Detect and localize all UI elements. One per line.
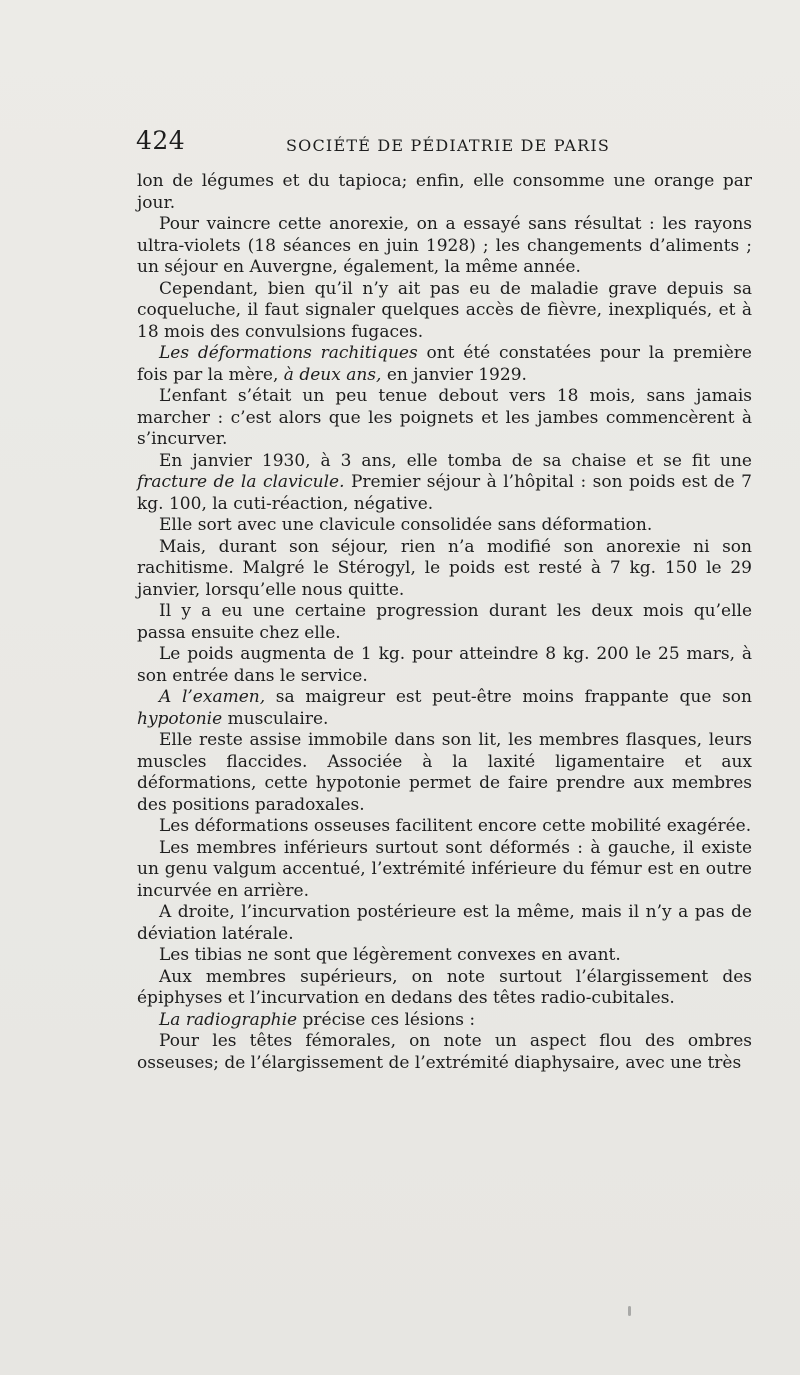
paragraph-text: A droite, l’incurvation postérieure est la même, mais il n’y a pas de déviation latérale. bbox=[137, 902, 752, 944]
paragraph-text: Les déformations osseuses facilitent encore cette mobilité exagérée. bbox=[159, 816, 752, 836]
paragraph bbox=[137, 601, 752, 644]
paragraph bbox=[137, 644, 752, 687]
paragraph-text: Elle sort avec une clavicule consolidée sans déformation. bbox=[159, 515, 653, 535]
italic-text: La radiographie bbox=[159, 1009, 298, 1030]
paragraph bbox=[137, 1031, 752, 1074]
paragraph bbox=[137, 515, 752, 537]
paragraph bbox=[137, 967, 752, 1010]
paragraph-text: En janvier 1930, à 3 ans, elle tomba de sa chaise et se fit une bbox=[159, 450, 752, 471]
page-number: 424 bbox=[136, 126, 186, 155]
paragraph bbox=[137, 816, 752, 838]
paragraph-text: Pour vaincre cette anorexie, on a essayé sans résultat : les rayons ultra-violets (18 séances en juin 1928) ; les changements d’aliments ; un séjour en Auvergne, également, la même année. bbox=[137, 214, 752, 277]
paragraph bbox=[137, 537, 752, 602]
paragraph-text: Pour les têtes fémorales, on note un aspect flou des ombres osseuses; de l’élargissement de l’extrémité diaphysaire, avec une très bbox=[137, 1031, 752, 1073]
paragraph-text: Aux membres supérieurs, on note surtout l’élargissement des épiphyses et l’incurvation en dedans des têtes radio-cubitales. bbox=[137, 966, 752, 1008]
paragraph bbox=[137, 279, 752, 344]
paragraph-text: Le poids augmenta de 1 kg. pour atteindre 8 kg. 200 le 25 mars, à son entrée dans le service. bbox=[137, 644, 752, 686]
paragraph-text: Les membres inférieurs surtout sont déformés : à gauche, il existe un genu valgum accentué, l’extrémité inférieure du fémur est en outre incurvée en arrière. bbox=[137, 837, 752, 901]
paragraph bbox=[137, 687, 752, 730]
paragraph bbox=[137, 343, 752, 386]
paragraph-text: lon de légumes et du tapioca; enfin, elle consomme une orange par jour. bbox=[137, 171, 752, 213]
paragraph-text: Premier séjour à l’hôpital : son poids est de 7 kg. 100, la cuti-réaction, négative. bbox=[137, 472, 752, 514]
paragraph-text: Les tibias ne sont que légèrement convexes en avant. bbox=[159, 945, 621, 965]
paragraph-text: Il y a eu une certaine progression durant les deux mois qu’elle passa ensuite chez elle. bbox=[137, 601, 752, 643]
page-header bbox=[136, 126, 756, 156]
italic-text: A l’examen, bbox=[159, 687, 266, 707]
paragraph bbox=[137, 838, 752, 903]
paragraph-text: en janvier 1929. bbox=[381, 364, 527, 385]
paragraph-text: sa maigreur est peut-être moins frappante que son bbox=[265, 687, 752, 707]
paragraph-text: musculaire. bbox=[222, 708, 329, 729]
italic-text: fracture de la clavicule. bbox=[137, 472, 345, 492]
paragraph bbox=[137, 214, 752, 279]
body-text bbox=[137, 171, 752, 1074]
paragraph bbox=[137, 451, 752, 516]
paragraph-text: L’enfant s’était un peu tenue debout vers 18 mois, sans jamais marcher : c’est alors que les poignets et les jambes commencèrent à s’incurver. bbox=[137, 386, 752, 449]
italic-text: hypotonie bbox=[137, 708, 223, 729]
paragraph bbox=[137, 730, 752, 816]
paragraph-text: Cependant, bien qu’il n’y ait pas eu de maladie grave depuis sa coqueluche, il faut signaler quelques accès de fièvre, inexpliqués, et à 18 mois des convulsions fugaces. bbox=[137, 278, 752, 342]
paragraph-text: Elle reste assise immobile dans son lit, les membres flasques, leurs muscles flaccides. Associée à la laxité ligamentaire et aux déformations, cette hypotonie permet de faire prendre aux membres des positions paradoxales. bbox=[137, 730, 752, 815]
paragraph bbox=[137, 1010, 752, 1032]
paragraph-text: précise ces lésions : bbox=[297, 1009, 476, 1030]
scan-speck bbox=[628, 1306, 631, 1316]
paragraph bbox=[137, 945, 752, 967]
paragraph-text: ont été constatées pour la première fois par la mère, bbox=[137, 343, 752, 385]
paragraph-text: Mais, durant son séjour, rien n’a modifié son anorexie ni son rachitisme. Malgré le Stérogyl, le poids est resté à 7 kg. 150 le 29 janvier, lorsqu’elle nous quitte. bbox=[137, 536, 752, 600]
italic-text: à deux ans, bbox=[283, 364, 382, 385]
paragraph bbox=[137, 902, 752, 945]
paragraph bbox=[137, 171, 752, 214]
italic-text: Les déformations rachitiques bbox=[159, 343, 418, 363]
running-title: SOCIÉTÉ DE PÉDIATRIE DE PARIS bbox=[286, 136, 611, 155]
paragraph bbox=[137, 386, 752, 451]
